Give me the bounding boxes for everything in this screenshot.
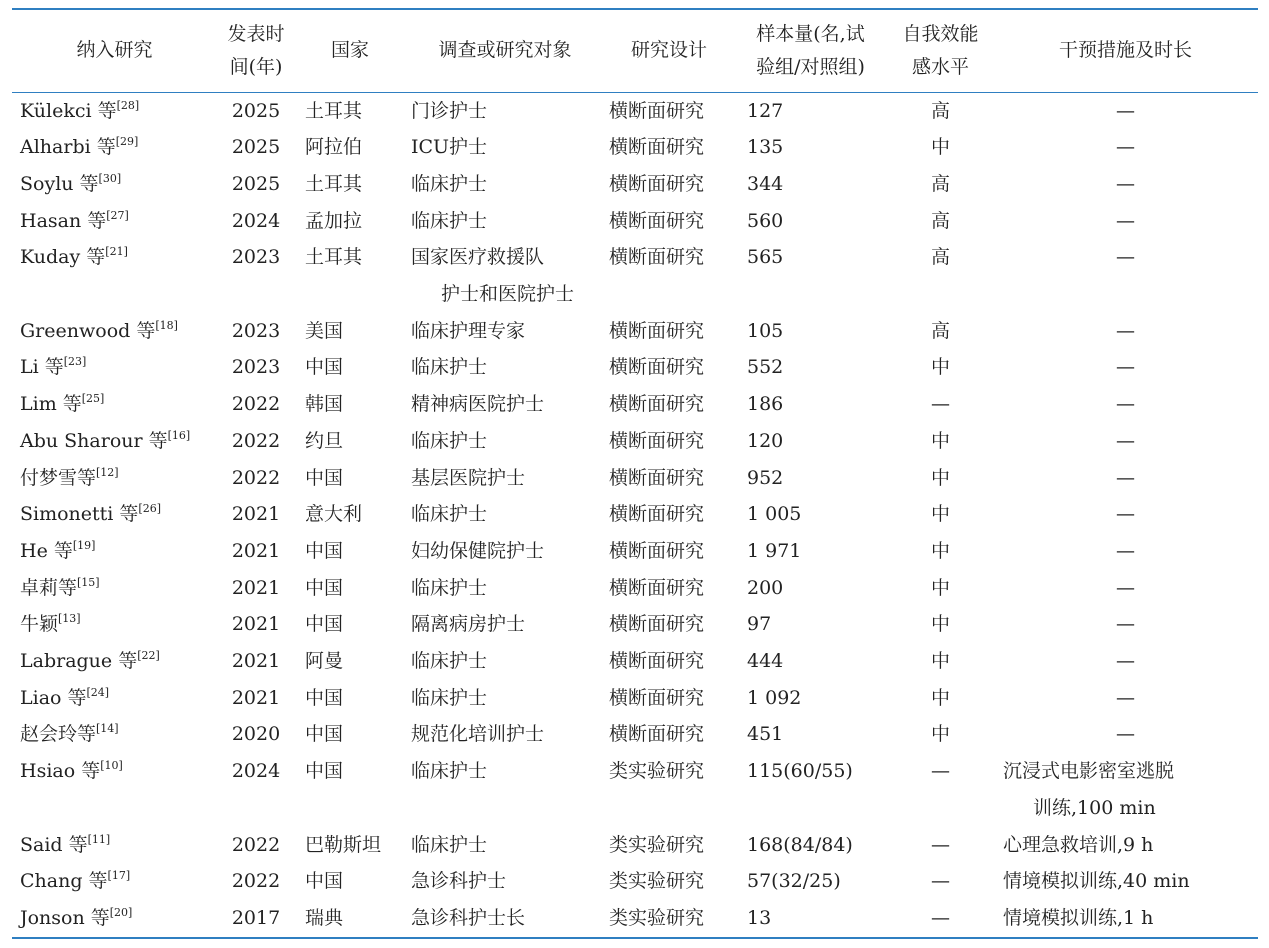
cell-intervention: 情境模拟训练,1 h bbox=[993, 900, 1258, 938]
cell-intervention: — bbox=[1116, 209, 1135, 232]
cell-country: 意大利 bbox=[305, 503, 363, 526]
cell-study bbox=[12, 606, 217, 643]
cell-self-efficacy: — bbox=[931, 833, 950, 856]
cell-sample-size: 565 bbox=[747, 246, 784, 269]
cell-sample-size: 451 bbox=[747, 723, 784, 746]
cell-subject: 临床护士 bbox=[411, 686, 488, 709]
table-row bbox=[12, 349, 1258, 386]
cell-study bbox=[12, 92, 217, 129]
cell-subject: 临床护士 bbox=[411, 576, 488, 599]
cell-subject: 临床护士 bbox=[411, 650, 488, 673]
cell-country: 阿拉伯 bbox=[305, 136, 363, 159]
author-name: 付梦雪等 bbox=[20, 466, 97, 489]
table-row bbox=[12, 753, 1258, 826]
cell-intervention: — bbox=[1116, 393, 1135, 416]
reference-number: [18] bbox=[155, 318, 178, 332]
reference-number: [26] bbox=[138, 502, 162, 516]
author-name: 赵会玲等 bbox=[20, 723, 97, 746]
table-row bbox=[12, 386, 1258, 423]
author-name: Alharbi 等 bbox=[20, 136, 116, 159]
author-name: 卓莉等 bbox=[20, 576, 78, 599]
cell-year: 2025 bbox=[231, 172, 281, 195]
cell-year: 2023 bbox=[231, 356, 281, 379]
cell-study bbox=[12, 166, 217, 203]
cell-subject: 临床护士 bbox=[411, 503, 488, 526]
cell-study bbox=[12, 827, 217, 864]
cell-study bbox=[12, 129, 217, 166]
reference-number: [24] bbox=[86, 685, 110, 699]
cell-design: 类实验研究 bbox=[605, 900, 733, 938]
cell-year: 2021 bbox=[231, 650, 281, 673]
cell-design: 横断面研究 bbox=[609, 650, 705, 673]
header-sample-size: 样本量(名,试 验组/对照组) bbox=[733, 9, 888, 92]
cell-self-efficacy: — bbox=[931, 870, 950, 893]
table-body bbox=[12, 92, 1258, 938]
cell-self-efficacy: 中 bbox=[930, 686, 950, 709]
header-intervention: 干预措施及时长 bbox=[993, 9, 1258, 92]
reference-number: [23] bbox=[63, 355, 87, 369]
author-name: Labrague 等 bbox=[20, 650, 138, 673]
cell-study bbox=[12, 643, 217, 680]
cell-sample-size: 344 bbox=[747, 172, 784, 195]
cell-subject: 基层医院护士 bbox=[411, 466, 526, 489]
cell-country: 中国 bbox=[305, 870, 344, 893]
reference-number: [17] bbox=[107, 869, 131, 883]
reference-number: [15] bbox=[77, 575, 100, 589]
table-row bbox=[12, 680, 1258, 717]
table-row bbox=[12, 129, 1258, 166]
reference-number: [27] bbox=[106, 208, 129, 222]
cell-intervention: — bbox=[1116, 723, 1135, 746]
cell-sample-size: 952 bbox=[747, 466, 784, 489]
cell-year: 2022 bbox=[231, 393, 281, 416]
cell-subject: 临床护士 bbox=[411, 172, 488, 195]
cell-design: 横断面研究 bbox=[609, 136, 705, 159]
cell-subject: 临床护理专家 bbox=[411, 319, 526, 342]
cell-design: 横断面研究 bbox=[609, 393, 705, 416]
cell-year: 2020 bbox=[231, 723, 281, 746]
header-subject: 调查或研究对象 bbox=[405, 9, 605, 92]
reference-number: [12] bbox=[96, 465, 119, 479]
cell-intervention: — bbox=[1116, 356, 1135, 379]
cell-country: 美国 bbox=[305, 319, 344, 342]
author-name: Hasan 等 bbox=[20, 209, 107, 232]
cell-self-efficacy: 高 bbox=[930, 172, 950, 195]
author-name: Lim 等 bbox=[20, 393, 82, 416]
cell-country: 阿曼 bbox=[305, 650, 344, 673]
cell-country: 土耳其 bbox=[305, 172, 363, 195]
author-name: Hsiao 等 bbox=[20, 760, 101, 783]
cell-study bbox=[12, 900, 217, 938]
author-name: Greenwood 等 bbox=[20, 319, 156, 342]
reference-number: [20] bbox=[109, 905, 133, 919]
cell-self-efficacy: 中 bbox=[930, 429, 950, 452]
cell-subject: 临床护士 bbox=[411, 833, 488, 856]
reference-number: [14] bbox=[96, 722, 119, 736]
cell-study bbox=[12, 460, 217, 497]
author-name: 牛颖 bbox=[20, 613, 59, 636]
cell-intervention: — bbox=[1116, 576, 1135, 599]
cell-self-efficacy: — bbox=[931, 760, 950, 783]
cell-country: 中国 bbox=[305, 723, 344, 746]
cell-self-efficacy: 中 bbox=[930, 576, 950, 599]
header-self-efficacy: 自我效能 感水平 bbox=[888, 9, 993, 92]
table-row bbox=[12, 716, 1258, 753]
cell-self-efficacy: 中 bbox=[930, 723, 950, 746]
table-row bbox=[12, 92, 1258, 129]
cell-design: 横断面研究 bbox=[609, 429, 705, 452]
cell-country: 土耳其 bbox=[305, 99, 363, 122]
header-year: 发表时 间(年) bbox=[217, 9, 295, 92]
author-name: Kuday 等 bbox=[20, 246, 106, 269]
cell-intervention: — bbox=[1116, 466, 1135, 489]
cell-sample-size: 135 bbox=[747, 136, 784, 159]
cell-intervention: — bbox=[1116, 136, 1135, 159]
cell-year: 2022 bbox=[231, 870, 281, 893]
cell-self-efficacy: — bbox=[888, 900, 993, 938]
table-row bbox=[12, 570, 1258, 607]
cell-study bbox=[12, 349, 217, 386]
cell-subject: 急诊科护士长 bbox=[405, 900, 605, 938]
cell-study bbox=[12, 533, 217, 570]
reference-number: [28] bbox=[116, 98, 140, 112]
cell-study bbox=[12, 203, 217, 240]
reference-number: [11] bbox=[87, 832, 111, 846]
cell-design: 横断面研究 bbox=[609, 319, 705, 342]
reference-number: [21] bbox=[105, 245, 128, 259]
cell-country: 中国 bbox=[305, 576, 344, 599]
cell-study bbox=[12, 386, 217, 423]
cell-subject: 国家医疗救援队 护士和医院护士 bbox=[411, 246, 575, 306]
cell-subject: 临床护士 bbox=[411, 760, 488, 783]
table-row bbox=[12, 827, 1258, 864]
cell-design: 横断面研究 bbox=[609, 356, 705, 379]
cell-subject: 隔离病房护士 bbox=[411, 613, 526, 636]
reference-number: [30] bbox=[98, 171, 122, 185]
cell-year: 2022 bbox=[231, 429, 281, 452]
cell-year: 2023 bbox=[231, 246, 281, 269]
cell-design: 横断面研究 bbox=[609, 686, 705, 709]
cell-self-efficacy: 高 bbox=[930, 246, 950, 269]
cell-subject: 门诊护士 bbox=[411, 99, 488, 122]
cell-intervention: — bbox=[1116, 99, 1135, 122]
cell-study bbox=[12, 239, 217, 312]
cell-study bbox=[12, 423, 217, 460]
cell-subject: 临床护士 bbox=[411, 429, 488, 452]
cell-intervention: — bbox=[1116, 246, 1135, 269]
cell-design: 类实验研究 bbox=[609, 833, 705, 856]
cell-self-efficacy: 高 bbox=[930, 99, 950, 122]
cell-self-efficacy: 中 bbox=[930, 136, 950, 159]
cell-self-efficacy: 中 bbox=[930, 356, 950, 379]
cell-self-efficacy: 中 bbox=[930, 613, 950, 636]
table-row bbox=[12, 533, 1258, 570]
reference-number: [19] bbox=[72, 538, 96, 552]
cell-country: 土耳其 bbox=[305, 246, 363, 269]
cell-country: 中国 bbox=[305, 466, 344, 489]
cell-sample-size: 200 bbox=[747, 576, 784, 599]
header-study: 纳入研究 bbox=[12, 9, 217, 92]
table-row bbox=[12, 239, 1258, 312]
cell-subject: 急诊科护士 bbox=[411, 870, 507, 893]
cell-year: 2017 bbox=[217, 900, 295, 938]
cell-design: 类实验研究 bbox=[609, 760, 705, 783]
cell-intervention: — bbox=[1116, 686, 1135, 709]
cell-country: 孟加拉 bbox=[305, 209, 363, 232]
table-row bbox=[12, 496, 1258, 533]
cell-intervention: — bbox=[1116, 650, 1135, 673]
cell-intervention: 情境模拟训练,40 min bbox=[1003, 870, 1190, 893]
author-name: He 等 bbox=[20, 539, 73, 562]
cell-subject: 规范化培训护士 bbox=[411, 723, 545, 746]
cell-country: 韩国 bbox=[305, 393, 344, 416]
reference-number: [22] bbox=[137, 649, 160, 663]
header-row bbox=[12, 9, 1258, 92]
cell-design: 横断面研究 bbox=[609, 723, 705, 746]
cell-country: 中国 bbox=[305, 613, 344, 636]
cell-self-efficacy: 中 bbox=[930, 539, 950, 562]
cell-study bbox=[12, 753, 217, 826]
cell-country: 中国 bbox=[305, 539, 344, 562]
table-row bbox=[12, 643, 1258, 680]
cell-self-efficacy: 高 bbox=[930, 319, 950, 342]
cell-sample-size: 105 bbox=[747, 319, 784, 342]
cell-year: 2021 bbox=[231, 576, 281, 599]
cell-intervention: 沉浸式电影密室逃脱 训练,100 min bbox=[1003, 760, 1175, 819]
cell-sample-size: 1 005 bbox=[747, 503, 802, 526]
author-name: Jonson 等 bbox=[20, 906, 110, 929]
cell-subject: 临床护士 bbox=[411, 356, 488, 379]
cell-design: 横断面研究 bbox=[609, 172, 705, 195]
cell-country: 中国 bbox=[305, 356, 344, 379]
author-name: Li 等 bbox=[20, 356, 64, 379]
cell-sample-size: 97 bbox=[747, 613, 772, 636]
cell-sample-size: 560 bbox=[747, 209, 784, 232]
cell-intervention: — bbox=[1116, 429, 1135, 452]
cell-country: 巴勒斯坦 bbox=[305, 833, 382, 856]
cell-self-efficacy: — bbox=[931, 393, 950, 416]
table-row bbox=[12, 900, 1258, 938]
cell-subject: 临床护士 bbox=[411, 209, 488, 232]
cell-year: 2024 bbox=[231, 209, 281, 232]
author-name: Said 等 bbox=[20, 833, 88, 856]
cell-sample-size: 120 bbox=[747, 429, 784, 452]
cell-intervention: 心理急救培训,9 h bbox=[1003, 833, 1154, 856]
cell-intervention: — bbox=[1116, 319, 1135, 342]
table-row bbox=[12, 203, 1258, 240]
reference-number: [25] bbox=[81, 392, 105, 406]
cell-design: 横断面研究 bbox=[609, 613, 705, 636]
author-name: Liao 等 bbox=[20, 686, 87, 709]
cell-intervention: — bbox=[1116, 539, 1135, 562]
cell-year: 2024 bbox=[231, 760, 281, 783]
table-row bbox=[12, 460, 1258, 497]
cell-country: 中国 bbox=[305, 760, 344, 783]
cell-design: 类实验研究 bbox=[609, 870, 705, 893]
cell-design: 横断面研究 bbox=[609, 576, 705, 599]
cell-sample-size: 1 092 bbox=[747, 686, 802, 709]
cell-country: 瑞典 bbox=[295, 900, 405, 938]
reference-number: [13] bbox=[58, 612, 81, 626]
table-row bbox=[12, 166, 1258, 203]
cell-subject: 精神病医院护士 bbox=[411, 393, 545, 416]
cell-year: 2021 bbox=[231, 539, 281, 562]
cell-sample-size: 115(60/55) bbox=[747, 760, 853, 783]
cell-sample-size: 1 971 bbox=[747, 539, 802, 562]
author-name: Soylu 等 bbox=[20, 172, 99, 195]
cell-year: 2025 bbox=[231, 99, 281, 122]
author-name: Külekci 等 bbox=[20, 99, 117, 122]
studies-table bbox=[12, 8, 1258, 939]
cell-sample-size: 57(32/25) bbox=[747, 870, 841, 893]
cell-design: 横断面研究 bbox=[609, 539, 705, 562]
cell-design: 横断面研究 bbox=[609, 503, 705, 526]
cell-year: 2025 bbox=[231, 136, 281, 159]
reference-number: [10] bbox=[100, 759, 123, 773]
header-design: 研究设计 bbox=[605, 9, 733, 92]
reference-number: [29] bbox=[115, 135, 139, 149]
cell-sample-size: 444 bbox=[747, 650, 784, 673]
cell-study bbox=[12, 680, 217, 717]
cell-country: 约旦 bbox=[305, 429, 344, 452]
cell-design: 横断面研究 bbox=[609, 466, 705, 489]
cell-self-efficacy: 中 bbox=[930, 650, 950, 673]
cell-intervention: — bbox=[1116, 613, 1135, 636]
cell-design: 横断面研究 bbox=[609, 99, 705, 122]
cell-year: 2022 bbox=[231, 466, 281, 489]
cell-year: 2022 bbox=[231, 833, 281, 856]
author-name: Simonetti 等 bbox=[20, 503, 139, 526]
author-name: Chang 等 bbox=[20, 870, 108, 893]
cell-intervention: — bbox=[1116, 503, 1135, 526]
cell-subject: ICU护士 bbox=[411, 136, 488, 159]
cell-self-efficacy: 中 bbox=[930, 466, 950, 489]
cell-year: 2021 bbox=[231, 613, 281, 636]
cell-study bbox=[12, 570, 217, 607]
author-name: Abu Sharour 等 bbox=[20, 429, 168, 452]
cell-sample-size: 552 bbox=[747, 356, 784, 379]
table-row bbox=[12, 423, 1258, 460]
header-country: 国家 bbox=[295, 9, 405, 92]
cell-design: 横断面研究 bbox=[609, 209, 705, 232]
cell-year: 2021 bbox=[231, 686, 281, 709]
cell-year: 2021 bbox=[231, 503, 281, 526]
cell-study bbox=[12, 313, 217, 350]
cell-sample-size: 186 bbox=[747, 393, 784, 416]
cell-design: 横断面研究 bbox=[609, 246, 705, 269]
cell-study bbox=[12, 716, 217, 753]
table-row bbox=[12, 313, 1258, 350]
reference-number: [16] bbox=[167, 428, 191, 442]
cell-year: 2023 bbox=[231, 319, 281, 342]
table-row bbox=[12, 863, 1258, 900]
cell-self-efficacy: 高 bbox=[930, 209, 950, 232]
cell-intervention: — bbox=[1116, 172, 1135, 195]
cell-sample-size: 13 bbox=[733, 900, 888, 938]
cell-sample-size: 168(84/84) bbox=[747, 833, 853, 856]
cell-sample-size: 127 bbox=[747, 99, 784, 122]
cell-self-efficacy: 中 bbox=[930, 503, 950, 526]
cell-study bbox=[12, 863, 217, 900]
table-row bbox=[12, 606, 1258, 643]
cell-country: 中国 bbox=[305, 686, 344, 709]
cell-subject: 妇幼保健院护士 bbox=[411, 539, 545, 562]
cell-study bbox=[12, 496, 217, 533]
